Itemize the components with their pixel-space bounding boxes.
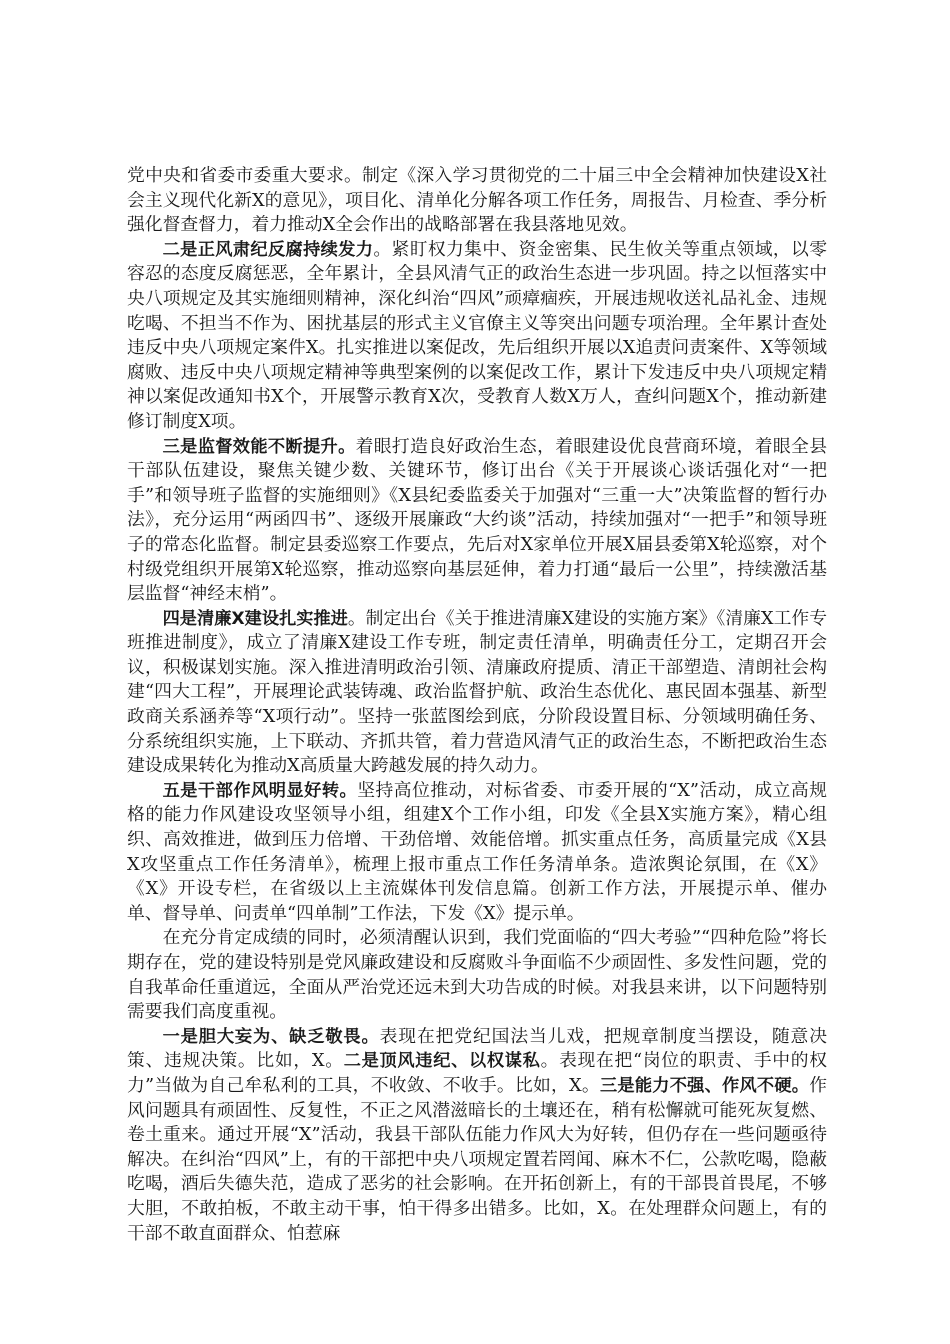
paragraph	[127, 926, 827, 1024]
paragraph-text: 。紧盯权力集中、资金密集、民生攸关等重点领域，以零容忍的态度反腐惩恶，全年累计，全县风清气正的政治生态进一步巩固。持之以恒落实中央八项规定及其实施细则精神，深化纠治“四风”顽瘴痼疾，开展违规收送礼品礼金、违规吃喝、不担当不作为、困扰基层的形式主义官僚主义等突出问题专项治理。全年累计查处违反中央八项规定案件X。扎实推进以案促改，先后组织开展以X追责问责案件、X等领域腐败、违反中央八项规定精神等典型案例的以案促改工作，累计下发违反中央八项规定精神以案促改通知书X个，开展警示教育X次，受教育人数X万人，查纠问题X个，推动新建修订制度X项。	[127, 238, 827, 432]
paragraph-lead: 二是顶风违纪、以权谋私	[343, 1051, 541, 1072]
paragraph-lead: 三是能力不强、作风不硬。	[599, 1075, 810, 1096]
paragraph-lead: 二是正风肃纪反腐持续发力	[162, 239, 374, 260]
paragraph-lead: 四是清廉X建设扎实推进	[162, 608, 348, 629]
paragraph	[127, 779, 827, 927]
paragraph-lead: 一是胆大妄为、缺乏敬畏。	[162, 1026, 380, 1047]
paragraph-text: 。制定出台《关于推进清廉X建设的实施方案》《清廉X工作专班推进制度》，成立了清廉X建设工作专班，制定责任清单，明确责任分工，定期召开会议，积极谋划实施。深入推进清明政治引领、清廉政府提质、清正干部塑造、清朗社会构建“四大工程”，开展理论武装铸魂、政治监督护航、政治生态优化、惠民固本强基、新型政商关系涵养等“X项行动”。坚持一张蓝图绘到底，分阶段设置目标、分领域明确任务、分系统组织实施，上下联动、齐抓共管，着力营造风清气正的政治生态，不断把政治生态建设成果转化为推动X高质量大跨越发展的持久动力。	[127, 607, 827, 777]
paragraph-lead: 五是干部作风明显好转。	[162, 780, 358, 801]
paragraph-text: 。表现在把“岗位的职责、手中的权力”当做为自己牟私利的工具，不收敛、不收手。比如，X。	[127, 1050, 827, 1096]
paragraph	[127, 1025, 827, 1246]
paragraph	[127, 164, 827, 238]
document-page	[127, 164, 827, 1246]
paragraph-text: 党中央和省委市委重大要求。制定《深入学习贯彻党的二十届三中全会精神加快建设X社会主义现代化新X的意见》，项目化、清单化分解各项工作任务，周报告、月检查、季分析强化督查督力，着力推动X全会作出的战略部署在我县落地见效。	[127, 165, 827, 236]
paragraph-text: 作风问题具有顽固性、反复性，不正之风潜滋暗长的土壤还在，稍有松懈就可能死灰复燃、卷土重来。通过开展“X”活动，我县干部队伍能力作风大为好转，但仍存在一些问题亟待解决。在纠治“四风”上，有的干部把中央八项规定置若罔闻、麻木不仁，公款吃喝，隐蔽吃喝，酒后失德失范，造成了恶劣的社会影响。在开拓创新上，有的干部畏首畏尾，不够大胆，不敢拍板，不敢主动干事，怕干得多出错多。比如，X。在处理群众问题上，有的干部不敢直面群众、怕惹麻	[127, 1074, 827, 1244]
paragraph-lead: 三是监督效能不断提升。	[162, 436, 356, 457]
paragraph	[127, 435, 827, 607]
paragraph-text: 表现在把党纪国法当儿戏，把规章制度当摆设，随意决策、违规决策。比如，X。	[127, 1025, 827, 1072]
paragraph	[127, 238, 827, 435]
paragraph-text: 坚持高位推动，对标省委、市委开展的“X”活动，成立高规格的能力作风建设攻坚领导小组，组建X个工作小组，印发《全县X实施方案》，精心组织、高效推进，做到压力倍增、干劲倍增、效能倍增。抓实重点任务，高质量完成《X县X攻坚重点工作任务清单》，梳理上报市重点工作任务清单条。造浓舆论氛围，在《X》《X》开设专栏，在省级以上主流媒体刊发信息篇。创新工作方法，开展提示单、催办单、督导单、问责单“四单制”工作法，下发《X》提示单。	[127, 779, 827, 924]
paragraph-text: 着眼打造良好政治生态，着眼建设优良营商环境，着眼全县干部队伍建设，聚焦关键少数、关键环节，修订出台《关于开展谈心谈话强化对“一把手”和领导班子监督的实施细则》《X县纪委监委关于加强对“三重一大”决策监督的暂行办法》，充分运用“两函四书”、逐级开展廉政“大约谈”活动，持续加强对“一把手”和领导班子的常态化监督。制定县委巡察工作要点，先后对X家单位开展X届县委第X轮巡察，对个村级党组织开展第X轮巡察，推动巡察向基层延伸，着力打通“最后一公里”，持续激活基层监督“神经末梢”。	[127, 435, 827, 605]
paragraph	[127, 607, 827, 779]
paragraph-text: 在充分肯定成绩的同时，必须清醒认识到，我们党面临的“四大考验”“四种危险”将长期存在，党的建设特别是党风廉政建设和反腐败斗争面临不少顽固性、多发性问题，党的自我革命任重道远，全面从严治党还远未到大功告成的时候。对我县来讲，以下问题特别需要我们高度重视。	[127, 927, 827, 1023]
